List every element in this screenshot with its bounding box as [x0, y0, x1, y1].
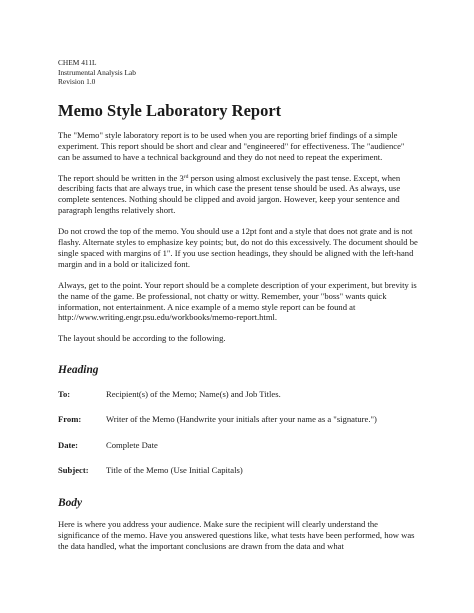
tense-paragraph: [58, 173, 418, 217]
brevity-paragraph: Always, get to the point. Your report should be a complete description of your experiment, but brevity is the name of the game. Be professional, not chatty or witty. Remember, your "boss" wants quick information, not entertainment. A nice example of a memo style report can be found at http://www.writing.engr.psu.edu/workbooks/memo-report.html.: [58, 279, 417, 323]
subject-label: Subject:: [58, 464, 89, 475]
to-value: Recipient(s) of the Memo; Name(s) and Job Titles.: [106, 389, 281, 400]
lab-name: Instrumental Analysis Lab: [58, 67, 136, 77]
course-code: CHEM 411L: [58, 58, 97, 67]
memo-field-row: [58, 414, 377, 439]
tense-paragraph-start: The report should be written in the 3: [58, 172, 184, 183]
revision-label: Revision 1.0: [58, 77, 96, 87]
body-paragraph: Here is where you address your audience. Make sure the recipient will clearly understand the significance of the memo. Have you answered questions like, what tests have been performed, how was the data handled, what the important conclusions are drawn from the data and what: [58, 519, 415, 551]
subject-value: Title of the Memo (Use Initial Capitals): [106, 464, 243, 475]
date-value: Complete Date: [106, 439, 158, 450]
ordinal-superscript: rd: [183, 173, 189, 180]
document-header: [58, 58, 418, 87]
memo-field-row: [58, 440, 377, 465]
heading-section-title: Heading: [58, 364, 99, 377]
tense-paragraph-end: person using almost exclusively the past tense. Except, when describing facts that are always true, in which case the present tense should be used. As always, use complete sentences. Nothing should be clipped and avoid jargon. However, keep your sentence and paragraph lengths relatively short.: [58, 172, 401, 216]
from-label: From:: [58, 414, 82, 425]
formatting-paragraph: Do not crowd the top of the memo. You should use a 12pt font and a style that does not grate and is not flashy. Alternate styles to emphasize key points; but, do not do this excessively. The document should be single spaced with margins of 1". If you use section headings, they should be aligned with the left-hand margin and in a bold or italicized font.: [58, 226, 418, 269]
memo-field-row: [58, 389, 377, 414]
memo-field-row: [58, 465, 377, 490]
page-title: Memo Style Laboratory Report: [58, 100, 282, 120]
from-value: Writer of the Memo (Handwrite your initials after your name as a "signature."): [106, 414, 377, 425]
memo-fields-table: [58, 389, 377, 490]
to-label: To:: [58, 389, 71, 400]
document-page: [58, 58, 418, 552]
intro-paragraph: The "Memo" style laboratory report is to be used when you are reporting brief findings of a simple experiment. This report should be short and clear and "engineered" for effectiveness. The "audience" can be assumed to have a technical background and they do not need to repeat the experiment.: [58, 129, 405, 162]
date-label: Date:: [58, 439, 79, 450]
body-section-title: Body: [58, 497, 83, 510]
layout-paragraph: The layout should be according to the following.: [58, 333, 226, 344]
